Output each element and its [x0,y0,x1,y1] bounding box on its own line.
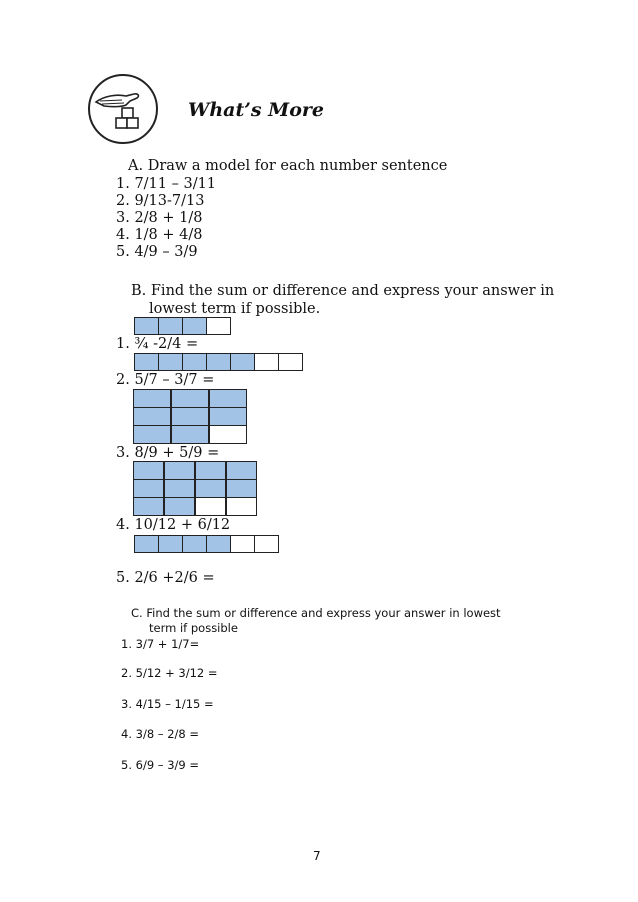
section-b-heading-cont: lowest term if possible. [149,301,321,317]
unshaded-cell [230,535,255,553]
shaded-cell [133,461,164,480]
shaded-cell [134,317,159,335]
section-c-item-4: 4. 3/8 – 2/8 = [121,727,199,741]
fraction-bar-q2 [134,353,303,371]
shaded-cell [195,479,226,498]
question-b4: 4. 10/12 + 6/12 [116,517,231,533]
unshaded-cell [254,535,279,553]
fraction-bar-q5 [134,535,279,553]
question-b3: 3. 8/9 + 5/9 = [116,445,220,461]
fraction-grid-q4 [134,462,258,516]
unshaded-cell [206,317,231,335]
section-a-heading: A. Draw a model for each number sentence [128,158,448,174]
section-c-heading-cont: term if possible [149,621,238,635]
question-b1: 1. ¾ -2/4 = [116,336,199,352]
section-a-item-4: 4. 1/8 + 4/8 [116,227,203,243]
fraction-grid-q3 [134,390,248,444]
section-c-item-2: 2. 5/12 + 3/12 = [121,666,218,680]
section-a-item-1: 1. 7/11 – 3/11 [116,176,217,192]
unshaded-cell [226,497,257,516]
shaded-cell [206,353,231,371]
section-c-heading: C. Find the sum or difference and express your answer in lowest [131,606,501,620]
shaded-cell [158,353,183,371]
shaded-cell [206,535,231,553]
section-a-item-3: 3. 2/8 + 1/8 [116,210,203,226]
section-a-item-5: 5. 4/9 – 3/9 [116,244,198,260]
shaded-cell [164,461,195,480]
shaded-cell [133,425,171,444]
shaded-cell [209,407,247,426]
unshaded-cell [278,353,303,371]
section-c-item-3: 3. 4/15 – 1/15 = [121,697,214,711]
unshaded-cell [209,425,247,444]
shaded-cell [226,461,257,480]
unshaded-cell [254,353,279,371]
shaded-cell [230,353,255,371]
shaded-cell [133,389,171,408]
shaded-cell [171,407,209,426]
section-title: What’s More [188,99,324,121]
shaded-cell [134,353,159,371]
question-b5: 5. 2/6 +2/6 = [116,570,215,586]
shaded-cell [226,479,257,498]
shaded-cell [171,425,209,444]
hand-with-blocks-icon [86,72,160,146]
question-b2: 2. 5/7 – 3/7 = [116,372,215,388]
shaded-cell [158,317,183,335]
shaded-cell [164,479,195,498]
section-c-item-5: 5. 6/9 – 3/9 = [121,758,199,772]
shaded-cell [133,407,171,426]
shaded-cell [195,461,226,480]
fraction-bar-q1 [134,317,231,335]
shaded-cell [158,535,183,553]
section-c-item-1: 1. 3/7 + 1/7= [121,637,200,651]
shaded-cell [182,535,207,553]
shaded-cell [182,317,207,335]
shaded-cell [134,535,159,553]
shaded-cell [171,389,209,408]
shaded-cell [133,497,164,516]
shaded-cell [164,497,195,516]
section-a-item-2: 2. 9/13-7/13 [116,193,205,209]
section-b-heading: B. Find the sum or difference and express your answer in [131,283,555,299]
shaded-cell [209,389,247,408]
shaded-cell [182,353,207,371]
unshaded-cell [195,497,226,516]
page-number: 7 [313,849,321,863]
shaded-cell [133,479,164,498]
